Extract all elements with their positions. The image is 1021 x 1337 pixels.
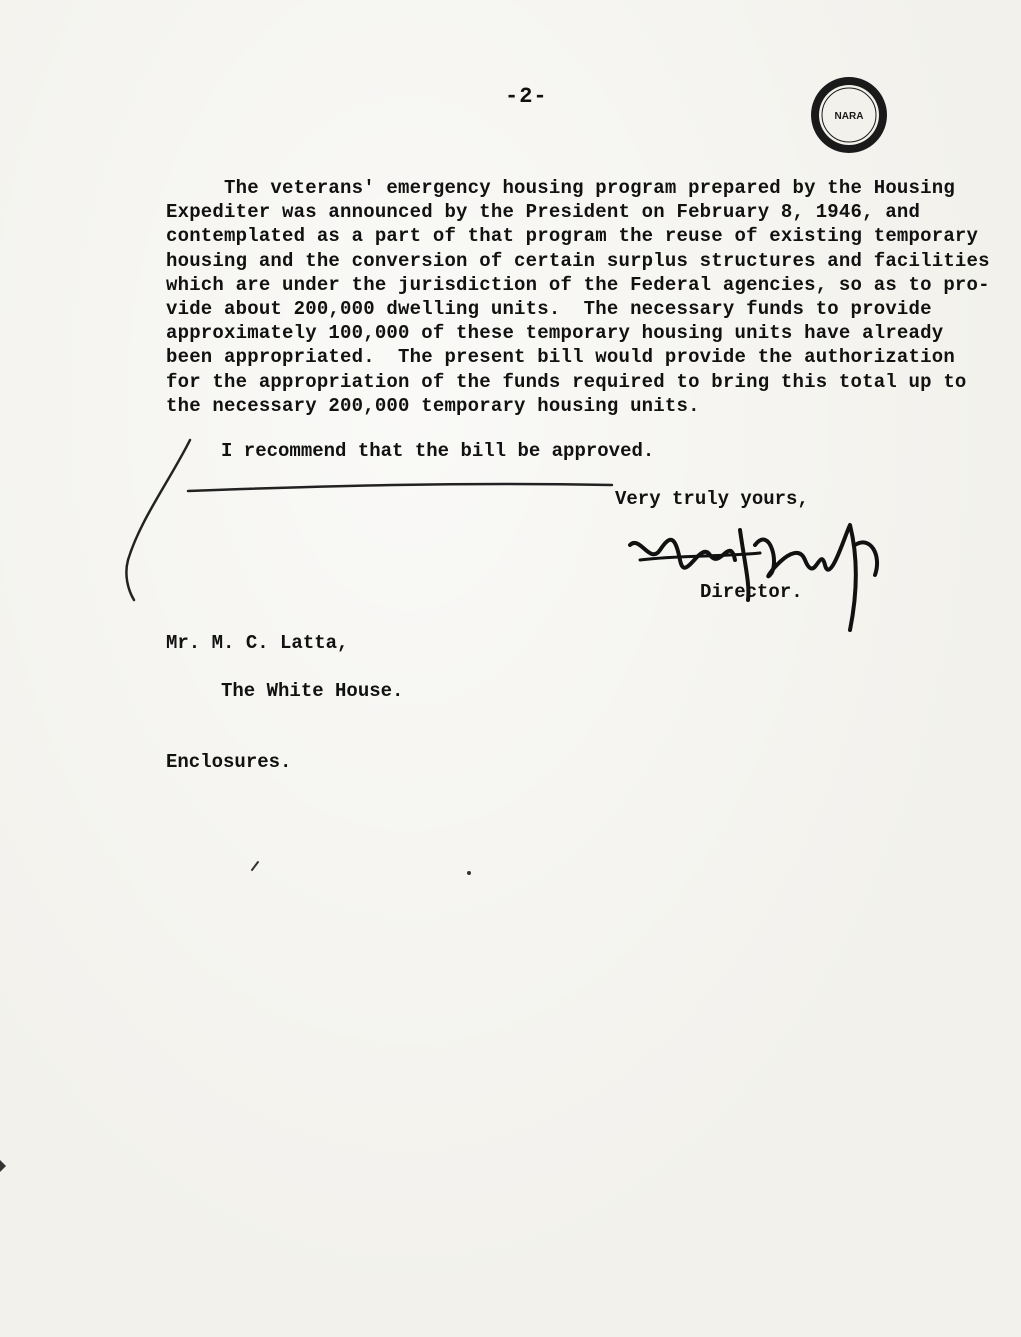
body-line: vide about 200,000 dwelling units. The necessary funds to provide — [166, 298, 932, 321]
stray-mark — [252, 862, 258, 870]
svg-text:NARA: NARA — [834, 111, 864, 122]
body-line: housing and the conversion of certain surplus structures and facilities — [166, 249, 990, 272]
body-line: Expediter was announced by the President on February 8, 1946, and — [166, 201, 921, 224]
body-line: the necessary 200,000 temporary housing units. — [166, 394, 700, 417]
body-line: been appropriated. The present bill would provide the authorization — [166, 346, 955, 369]
body-line: The veterans' emergency housing program prepared by the Housing — [166, 177, 955, 199]
body-line: for the appropriation of the funds required to bring this total up to — [166, 370, 967, 393]
recipient-address: The White House. — [221, 680, 404, 702]
handwritten-signature-icon — [620, 505, 890, 635]
enclosures-note: Enclosures. — [166, 751, 292, 773]
recommendation: I recommend that the bill be approved. — [221, 440, 655, 462]
letter-body — [166, 176, 990, 418]
page-number: -2- — [505, 84, 548, 109]
signer-title: Director. — [700, 581, 803, 603]
body-line: contemplated as a part of that program the reuse of existing temporary — [166, 225, 979, 248]
underline-pen-stroke — [188, 484, 612, 491]
body-line: approximately 100,000 of these temporary housing units have already — [166, 322, 944, 345]
recipient-name: Mr. M. C. Latta, — [166, 632, 349, 654]
edge-mark — [0, 1160, 6, 1172]
stray-dot — [467, 871, 471, 875]
library-stamp-icon — [808, 74, 890, 156]
margin-pen-stroke — [126, 440, 190, 600]
body-line: which are under the jurisdiction of the Federal agencies, so as to pro- — [166, 273, 990, 296]
complimentary-closing: Very truly yours, — [615, 488, 809, 510]
